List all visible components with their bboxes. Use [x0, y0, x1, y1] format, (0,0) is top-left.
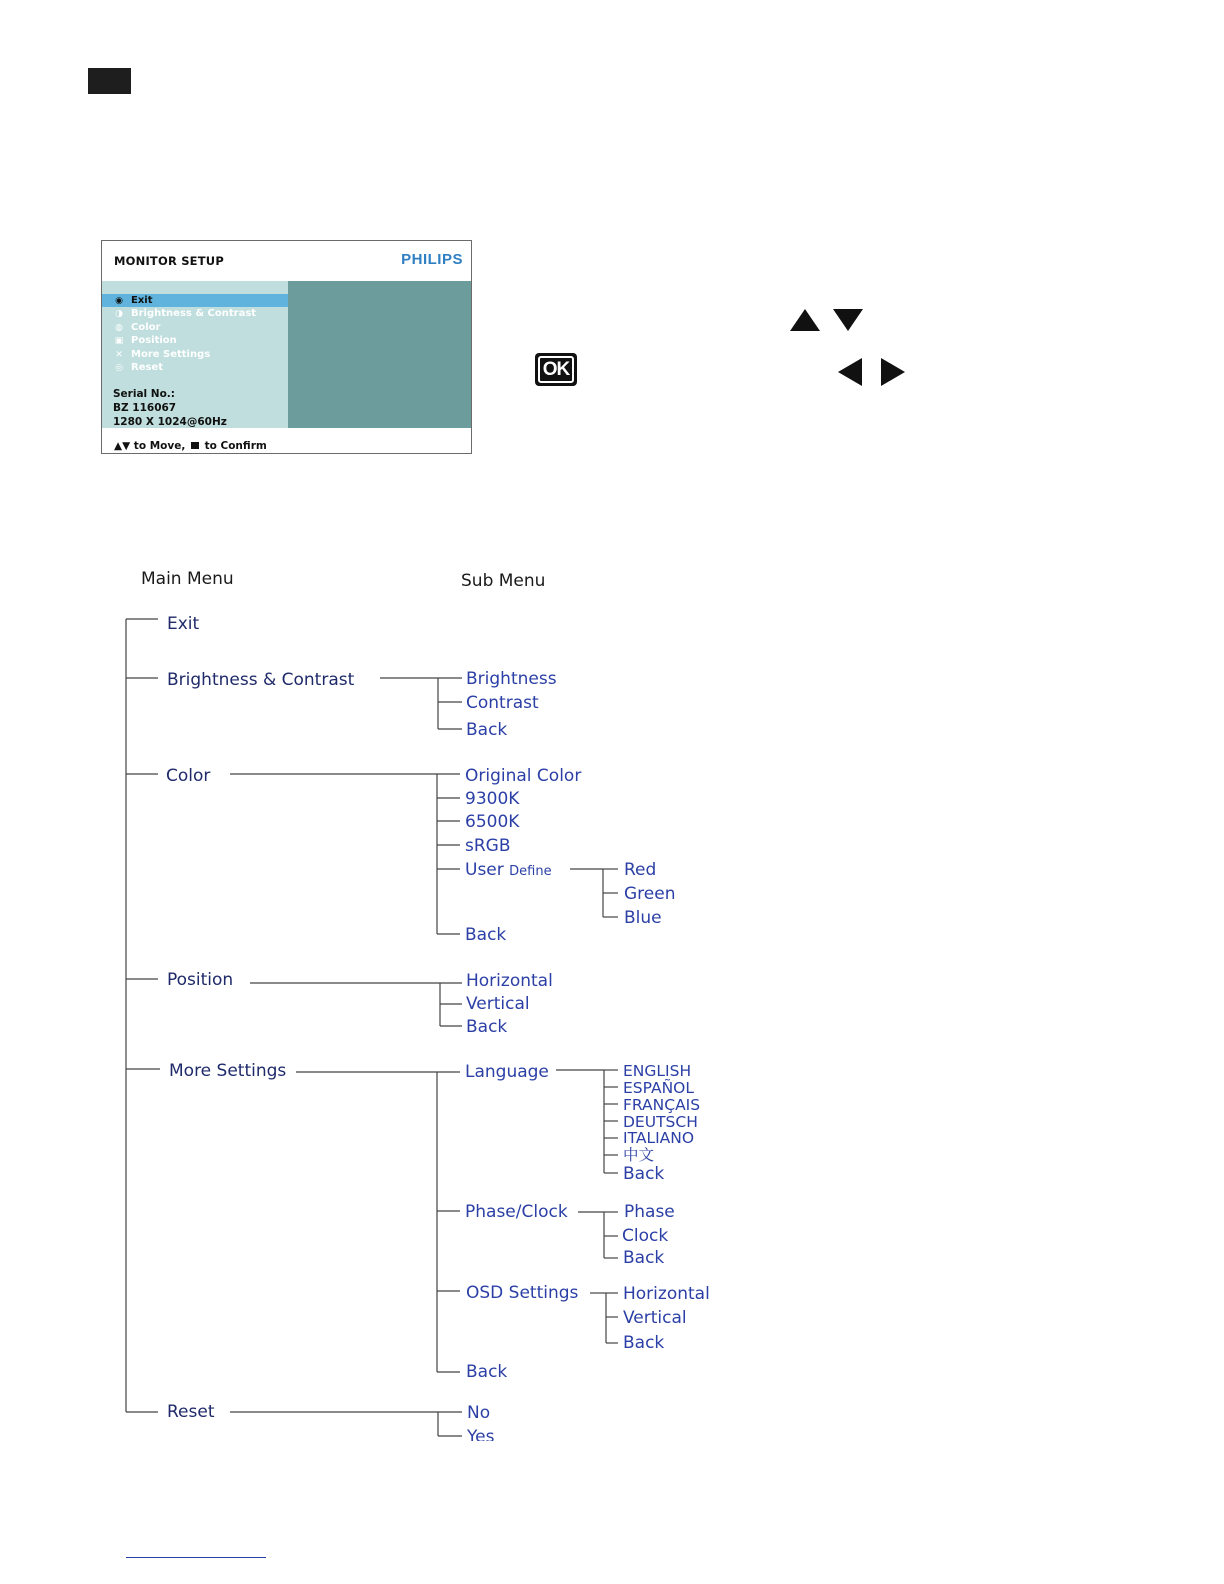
tree-sub-back: Back [465, 925, 507, 945]
osd-menu-item-label: Reset [131, 362, 163, 373]
tree-sub-contrast: Contrast [466, 693, 539, 713]
tree-sub-original-color: Original Color [465, 766, 582, 786]
exit-icon: ◉ [115, 296, 123, 306]
tree-sub-horizontal: Horizontal [466, 971, 553, 991]
tree-sub-back: Back [623, 1248, 665, 1268]
tree-sub-back: Back [466, 1362, 508, 1382]
tree-main-reset: Reset [167, 1402, 215, 1422]
tree-main-exit: Exit [167, 614, 200, 634]
osd-menu-item-label: Exit [131, 295, 153, 306]
tree-sub-back: Back [466, 1017, 508, 1037]
tree-sub-yes: Yes [467, 1427, 495, 1441]
osd-menu-item-label: Position [131, 335, 177, 347]
user-define-part-b: Define [509, 864, 552, 879]
tree-sub-green: Green [624, 884, 676, 904]
tree-lang-italiano: ITALIANO [623, 1129, 695, 1147]
brand-logo: PHILIPS [401, 251, 463, 268]
tree-sub-6500k: 6500K [465, 812, 520, 832]
tree-sub-user-define [465, 860, 552, 882]
tree-lang-chinese: 中文 [623, 1146, 655, 1164]
tree-sub-phase-clock: Phase/Clock [465, 1202, 568, 1222]
tree-sub-9300k: 9300K [465, 789, 520, 809]
link-underline [126, 1557, 266, 1558]
osd-title: MONITOR SETUP [114, 254, 224, 268]
tree-lang-back: Back [623, 1164, 665, 1184]
tree-lang-english: ENGLISH [623, 1062, 692, 1080]
tree-sub-language: Language [465, 1062, 549, 1082]
tree-lang-francais: FRANÇAIS [623, 1096, 701, 1114]
tree-sub-horizontal: Horizontal [623, 1284, 710, 1304]
tree-sub-brightness: Brightness [466, 669, 557, 689]
sub-menu-header: Sub Menu [461, 571, 546, 591]
tree-sub-blue: Blue [624, 908, 662, 928]
settings-icon: ✕ [115, 349, 123, 360]
tree-main-brightness-contrast: Brightness & Contrast [167, 670, 355, 690]
tree-sub-red: Red [624, 860, 657, 880]
brightness-icon: ◑ [115, 309, 123, 320]
tree-sub-clock: Clock [622, 1226, 669, 1246]
color-icon: ◍ [115, 322, 123, 333]
position-icon: ▣ [114, 336, 124, 347]
tree-sub-no: No [467, 1403, 491, 1423]
reset-icon: ◎ [115, 363, 123, 373]
tree-sub-back: Back [623, 1333, 665, 1353]
tree-main-position: Position [167, 970, 234, 990]
tree-sub-back: Back [466, 720, 508, 740]
osd-menu-item-label: Color [131, 321, 161, 333]
serial-value: BZ 116067 [113, 402, 177, 414]
serial-label: Serial No.: [113, 388, 175, 400]
resolution-readout: 1280 X 1024@60Hz [113, 416, 227, 428]
hint-move: ▲▼ to Move, [114, 440, 186, 452]
tree-sub-vertical: Vertical [623, 1308, 687, 1328]
tree-main-color: Color [166, 766, 211, 786]
tree-main-more-settings: More Settings [169, 1061, 287, 1081]
osd-menu-item-label: Brightness & Contrast [131, 308, 257, 320]
tree-sub-srgb: sRGB [465, 836, 511, 856]
osd-menu-item-label: More Settings [131, 348, 211, 360]
tree-sub-osd-settings: OSD Settings [466, 1283, 579, 1303]
hint-confirm: to Confirm [204, 440, 267, 452]
ok-label: OK [538, 356, 574, 383]
tree-sub-vertical: Vertical [466, 994, 530, 1014]
main-menu-header: Main Menu [141, 569, 234, 589]
tree-lang-deutsch: DEUTSCH [623, 1113, 698, 1131]
tree-lang-espanol: ESPAÑOL [623, 1079, 695, 1097]
tree-sub-phase: Phase [624, 1202, 675, 1222]
user-define-part-a: User [465, 860, 510, 880]
